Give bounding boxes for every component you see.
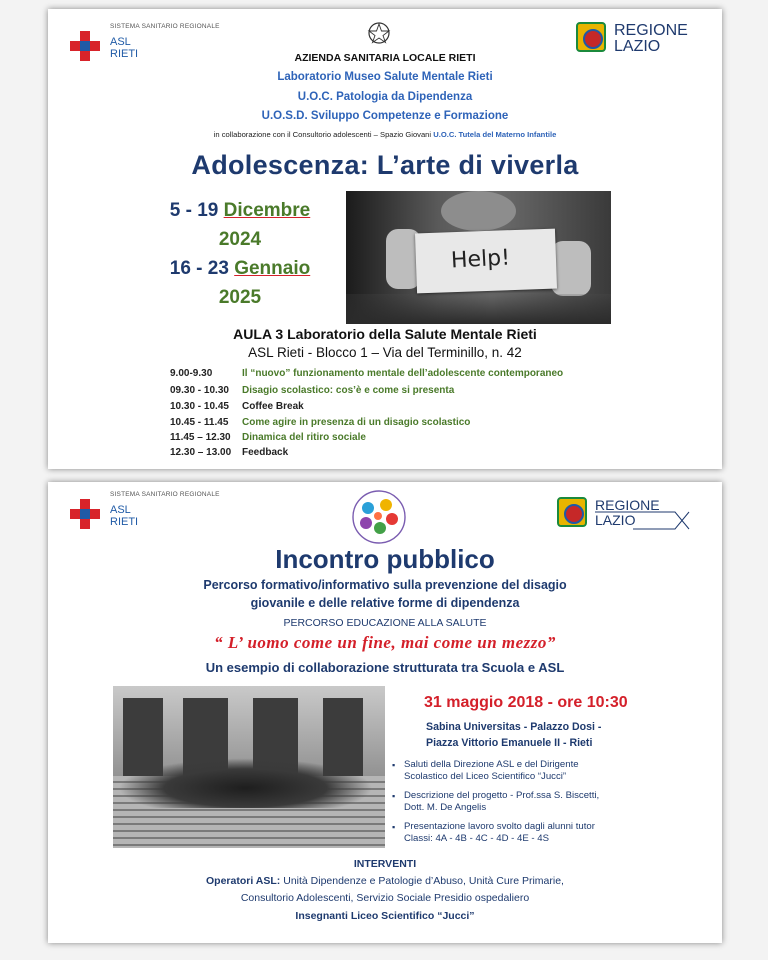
subtitle-line2: giovanile e delle relative forme di dipendenza xyxy=(250,596,520,610)
rieti-label: RIETI xyxy=(110,48,139,60)
flyer-incontro-pubblico xyxy=(48,482,722,943)
schedule-row xyxy=(170,385,454,396)
schedule-text: Il “nuovo” funzionamento mentale dell’adolescente contemporaneo xyxy=(242,368,564,379)
event-datetime: 31 maggio 2018 - ore 10:30 xyxy=(424,694,628,711)
help-photo xyxy=(346,191,611,324)
schedule-time: 09.30 - 10.30 xyxy=(170,385,229,396)
motto-quote: “ L’ uomo come un fine, mai come un mezzo” xyxy=(214,633,556,652)
schedule-text: Coffee Break xyxy=(242,401,304,412)
schedule-time: 10.30 - 10.45 xyxy=(170,401,229,412)
event-title: Adolescenza: L’arte di viverla xyxy=(191,150,579,180)
schedule-text: Dinamica del ritiro sociale xyxy=(242,432,366,443)
help-sign-text: Help! xyxy=(450,245,511,274)
schedule-row xyxy=(170,368,563,379)
operatori-line xyxy=(48,875,722,887)
collab-prefix: in collaborazione con il Consultorio adolescenti – Spazio Giovani xyxy=(213,130,432,139)
insegnanti-line: Insegnanti Liceo Scientifico “Jucci” xyxy=(295,910,475,922)
schedule-time: 11.45 – 12.30 xyxy=(170,432,231,443)
republic-emblem-icon xyxy=(366,20,392,46)
schedule-time: 10.45 - 11.45 xyxy=(170,417,229,428)
operatori-label: Operatori ASL: xyxy=(206,875,281,887)
students-photo xyxy=(113,686,385,848)
lazio-swoosh-icon xyxy=(595,511,691,531)
date2-month: Gennaio xyxy=(234,258,311,279)
venue: AULA 3 Laboratorio della Salute Mentale Rieti xyxy=(233,326,537,342)
program-item: ▪ Descrizione del progetto - Prof.ssa S. Biscetti, Dott. M. De Angelis xyxy=(404,790,599,814)
address: ASL Rieti - Blocco 1 – Via del Terminillo, n. 42 xyxy=(248,345,522,360)
operatori-line2: Consultorio Adolescenti, Servizio Sociale Presidio ospedaliero xyxy=(240,892,530,904)
lazio-label: LAZIO xyxy=(614,38,661,55)
lazio-emblem-icon xyxy=(557,497,587,527)
org-name: AZIENDA SANITARIA LOCALE RIETI xyxy=(294,52,476,64)
dept-museo: Laboratorio Museo Salute Mentale Rieti xyxy=(277,71,493,83)
program-item: ▪ Presentazione lavoro svolto dagli alunni tutor Classi: 4A - 4B - 4C - 4D - 4E - 4S xyxy=(404,821,595,845)
collaboration-note xyxy=(48,130,722,139)
liceo-logo-icon xyxy=(346,488,412,546)
schedule-text: Come agire in presenza di un disagio scolastico xyxy=(242,417,471,428)
operatori-text: Unità Dipendenze e Patologie d’Abuso, Unità Cure Primarie, xyxy=(280,875,564,887)
asl-label: ASL xyxy=(110,36,131,48)
collab-suffix: U.O.C. Tutela del Materno Infantile xyxy=(433,130,557,139)
regione-label: REGIONE xyxy=(595,497,660,513)
date2-range: 16 - 23 xyxy=(169,258,229,279)
event-title: Incontro pubblico xyxy=(275,544,495,574)
schedule-time: 9.00-9.30 xyxy=(170,368,213,379)
subtitle-line1: Percorso formativo/informativo sulla prevenzione del disagio xyxy=(203,578,567,592)
asl-label: ASL xyxy=(110,504,131,516)
schedule-row xyxy=(170,401,304,412)
rieti-label: RIETI xyxy=(110,516,139,528)
interventi-title: INTERVENTI xyxy=(353,858,417,870)
flyer-adolescenza xyxy=(48,9,722,469)
dept-dipendenza: U.O.C. Patologia da Dipendenza xyxy=(297,91,473,103)
lazio-label: LAZIO xyxy=(595,512,636,528)
place-line2: Piazza Vittorio Emanuele II - Rieti xyxy=(426,737,593,749)
place-line1: Sabina Universitas - Palazzo Dosi - xyxy=(426,721,602,733)
date1-month: Dicembre xyxy=(223,200,311,221)
date1-year: 2024 xyxy=(218,229,262,250)
dates-block xyxy=(140,196,340,312)
date1-range: 5 - 19 xyxy=(169,200,219,221)
dept-formazione: U.O.S.D. Sviluppo Competenze e Formazione xyxy=(261,110,509,122)
program-item: ▪ Saluti della Direzione ASL e del Dirigente Scolastico del Liceo Scientifico “Jucci” xyxy=(404,759,579,783)
date2-year: 2025 xyxy=(218,287,262,308)
asl-system-label: SISTEMA SANITARIO REGIONALE xyxy=(110,491,220,498)
asl-cross-icon xyxy=(70,499,100,529)
regione-label: REGIONE xyxy=(614,22,688,39)
schedule-text: Disagio scolastico: cos’è e come si presenta xyxy=(242,385,455,396)
asl-system-label: SISTEMA SANITARIO REGIONALE xyxy=(110,23,220,30)
schedule-row xyxy=(170,432,366,443)
lazio-emblem-icon xyxy=(576,22,606,52)
schedule-row xyxy=(170,447,288,458)
schedule-row xyxy=(170,417,470,428)
schedule-text: Feedback xyxy=(242,447,289,458)
schedule-time: 12.30 – 13.00 xyxy=(170,447,232,458)
path-label: PERCORSO EDUCAZIONE ALLA SALUTE xyxy=(283,617,487,629)
example-line: Un esempio di collaborazione strutturata tra Scuola e ASL xyxy=(205,660,565,675)
